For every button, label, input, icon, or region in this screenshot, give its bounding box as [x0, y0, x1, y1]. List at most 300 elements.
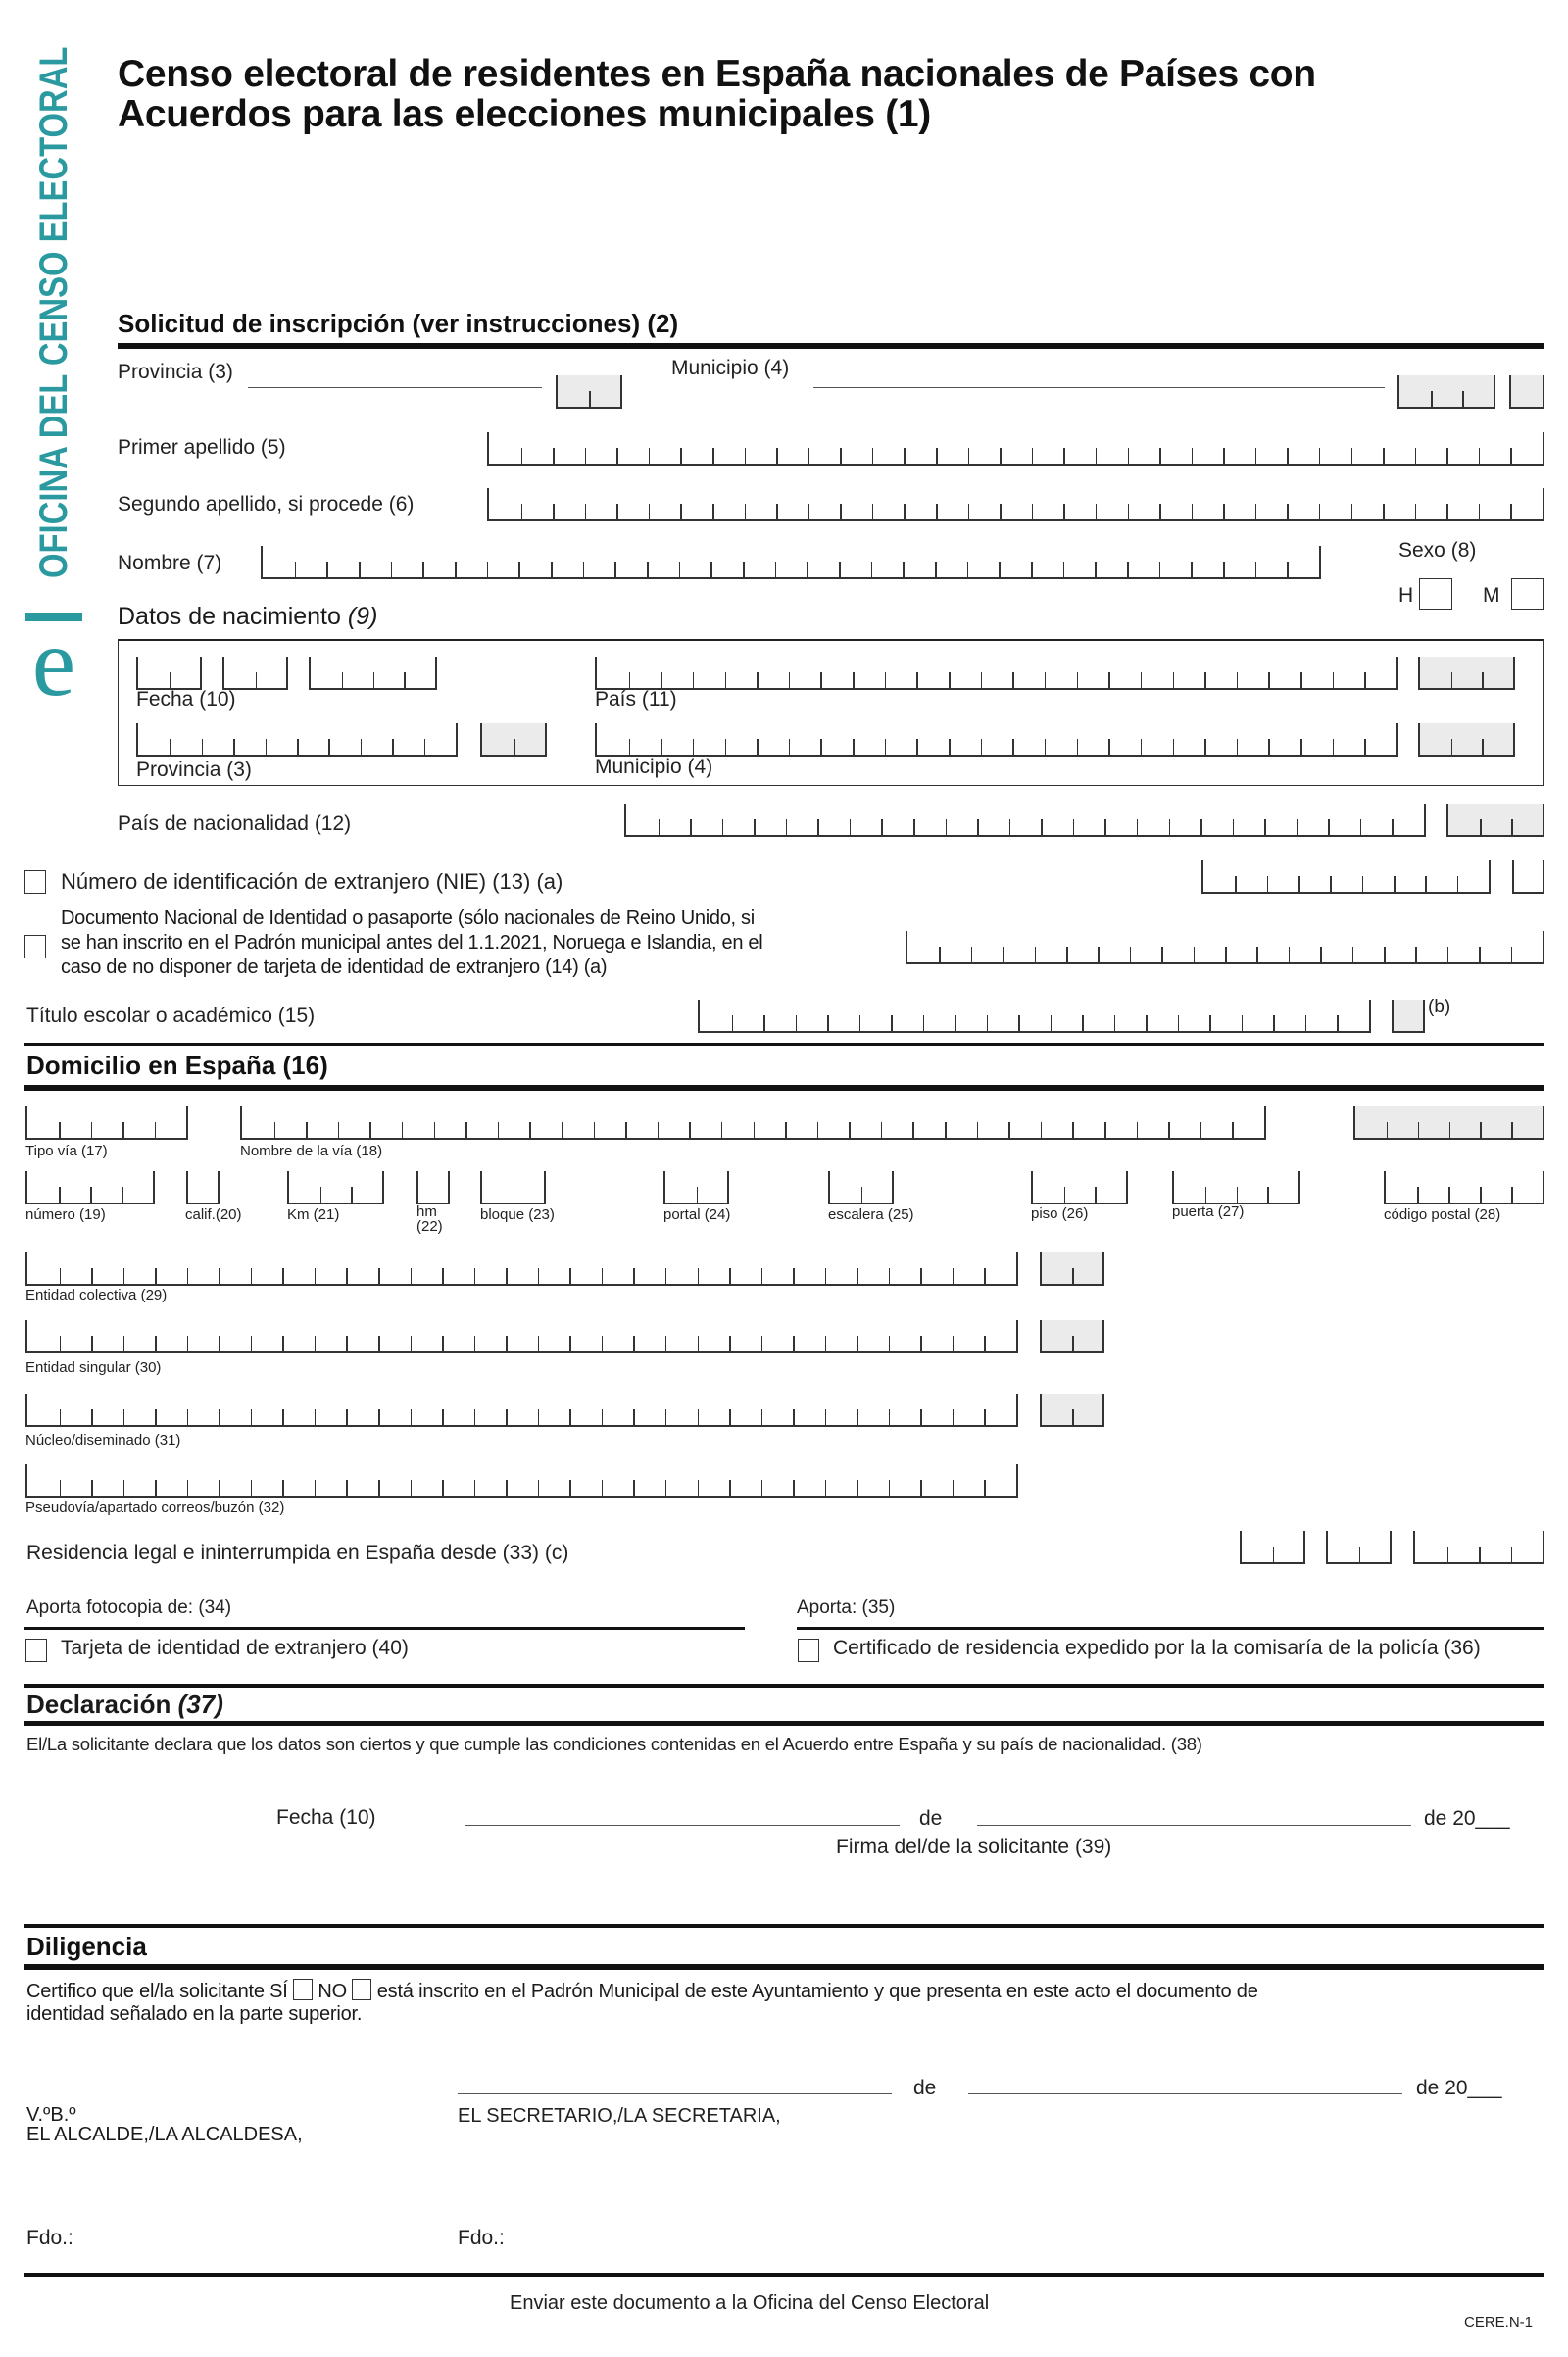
label-nucleo: Núcleo/diseminado (31) [25, 1432, 181, 1449]
label-sexo: Sexo (8) [1398, 539, 1477, 562]
fecha-anio-field[interactable] [309, 657, 437, 690]
label-nie: Número de identificación de extranjero (NIE) (13) (a) [61, 869, 564, 894]
municipio-code-field[interactable] [1397, 375, 1495, 409]
cell-divider [1242, 1015, 1244, 1031]
label-pais-nacimiento: País (11) [595, 688, 677, 711]
diligencia-de: de [913, 2077, 937, 2099]
cell-divider [1298, 876, 1300, 892]
cell-divider [474, 1336, 476, 1351]
cell-divider [665, 1336, 667, 1351]
cell-divider [369, 1122, 371, 1138]
cell-divider [859, 1015, 861, 1031]
cell-divider [1264, 819, 1266, 835]
municipio-nacimiento-field[interactable] [595, 723, 1398, 757]
diligencia-de-20: de 20___ [1416, 2077, 1502, 2099]
cell-divider [411, 1409, 413, 1425]
cell-divider [1235, 876, 1237, 892]
office-side-text: OFICINA DEL CENSO ELECTORAL [32, 46, 75, 579]
cell-divider [1359, 1547, 1361, 1562]
cell-divider [793, 1336, 795, 1351]
numero-field[interactable] [25, 1171, 155, 1204]
entidad-colectiva-field[interactable] [25, 1252, 1018, 1286]
fecha-dia-field[interactable] [136, 657, 202, 690]
cell-divider [602, 1268, 604, 1284]
cell-divider [871, 562, 873, 577]
label-piso: piso (26) [1031, 1205, 1089, 1222]
cell-divider [949, 672, 951, 688]
nie-field[interactable] [1201, 860, 1491, 894]
cell-divider [857, 1480, 858, 1496]
cell-divider [1095, 1187, 1097, 1203]
cell-divider [170, 739, 172, 755]
cell-divider [59, 1187, 61, 1203]
cell-divider [1200, 819, 1202, 835]
cell-divider [1447, 947, 1449, 962]
cell-divider [1073, 819, 1075, 835]
cell-divider [1511, 1187, 1513, 1203]
provincia-code-field[interactable] [556, 375, 622, 409]
cell-divider [1383, 504, 1385, 519]
cell-divider [442, 1480, 444, 1496]
titulo-note: (b) [1428, 997, 1451, 1017]
km-field[interactable] [287, 1171, 384, 1204]
cell-divider [946, 819, 948, 835]
cell-divider [1168, 1122, 1170, 1138]
cell-divider [315, 1268, 317, 1284]
provincia-nacimiento-code-field[interactable] [480, 723, 547, 757]
footer-send-text: Enviar este documento a la Oficina del Censo Electoral [510, 2292, 990, 2314]
cell-divider [984, 1268, 986, 1284]
cell-divider [1082, 1015, 1084, 1031]
section-title-declaracion [26, 1690, 223, 1720]
cell-divider [538, 1409, 540, 1425]
nie-letter-field[interactable] [1512, 860, 1544, 894]
cell-divider [745, 504, 747, 519]
cell-divider [923, 1015, 925, 1031]
cell-divider [861, 1187, 863, 1203]
dni-field[interactable] [906, 931, 1544, 964]
cell-divider [455, 562, 457, 577]
cell-divider [1300, 672, 1302, 688]
cell-divider [757, 672, 759, 688]
cell-divider [256, 672, 258, 688]
secretario-label: EL SECRETARIO,/LA SECRETARIA, [458, 2105, 781, 2127]
no-checkbox[interactable] [352, 1979, 371, 2000]
residencia-mes-field[interactable] [1326, 1531, 1392, 1564]
label-sexo-h: H [1398, 584, 1414, 607]
cell-divider [1482, 739, 1484, 755]
via-code-field[interactable] [1353, 1106, 1544, 1140]
cell-divider [266, 739, 268, 755]
cell-divider [1237, 739, 1239, 755]
cell-divider [725, 739, 727, 755]
cell-divider [820, 672, 822, 688]
cell-divider [725, 672, 727, 688]
cell-divider [825, 1409, 827, 1425]
cell-divider [514, 739, 515, 755]
cell-divider [1104, 819, 1106, 835]
nie-checkbox[interactable] [24, 870, 46, 894]
cell-divider [518, 562, 520, 577]
cell-divider [91, 1480, 93, 1496]
cell-divider [411, 1336, 413, 1351]
nucleo-code-field[interactable] [1040, 1394, 1104, 1427]
cell-divider [722, 819, 724, 835]
label-escalera: escalera (25) [828, 1206, 914, 1223]
section-rule [24, 1684, 1544, 1688]
cell-divider [920, 1336, 922, 1351]
diligencia-text-a: Certifico que el/la solicitante SÍ [26, 1981, 288, 2002]
tarjeta-checkbox[interactable] [25, 1639, 47, 1662]
cell-divider [1192, 448, 1194, 464]
cell-divider [761, 1268, 763, 1284]
label-calif: calif.(20) [185, 1206, 242, 1223]
portal-field[interactable] [663, 1171, 729, 1204]
pais-nacionalidad-code-field[interactable] [1446, 804, 1544, 837]
cell-divider [1127, 562, 1129, 577]
diligencia-dia-line[interactable] [458, 2093, 892, 2094]
cell-divider [629, 672, 631, 688]
cell-divider [60, 1480, 62, 1496]
cell-divider [1384, 947, 1386, 962]
cell-divider [1287, 562, 1289, 577]
cell-divider [1128, 504, 1130, 519]
cell-divider [402, 1122, 404, 1138]
municipio-check-field[interactable] [1509, 375, 1544, 409]
cell-divider [1009, 819, 1011, 835]
cell-divider [123, 1268, 125, 1284]
section-title-solicitud: Solicitud de inscripción (ver instrucciones) (2) [118, 309, 679, 338]
section-title-domicilio: Domicilio en España (16) [26, 1051, 328, 1080]
cell-divider [945, 1122, 947, 1138]
cell-divider [1159, 448, 1161, 464]
cell-divider [1297, 819, 1298, 835]
cell-divider [698, 1409, 700, 1425]
section-rule [24, 1924, 1544, 1928]
label-aporta: Aporta: (35) [797, 1597, 896, 1618]
cell-divider [1072, 1409, 1074, 1425]
cell-divider [1511, 947, 1513, 962]
segundo-apellido-field[interactable] [487, 488, 1544, 521]
page-title-line2: Acuerdos para las elecciones municipales (1) [118, 93, 931, 135]
cell-divider [1232, 1122, 1234, 1138]
cell-divider [817, 1122, 819, 1138]
cell-divider [60, 1268, 62, 1284]
cell-divider [1077, 739, 1079, 755]
cell-divider [1108, 739, 1110, 755]
page-title-line1: Censo electoral de residentes en España nacionales de Países con [118, 53, 1316, 95]
cell-divider [665, 1268, 667, 1284]
label-provincia-nacimiento: Provincia (3) [136, 759, 252, 781]
cell-divider [155, 1480, 157, 1496]
cell-divider [1012, 672, 1014, 688]
cell-divider [569, 1409, 571, 1425]
nacimiento-title-num: (9) [347, 603, 378, 630]
cell-divider [359, 562, 361, 577]
cell-divider [1511, 1547, 1513, 1562]
cell-divider [315, 1336, 317, 1351]
cell-divider [1479, 448, 1481, 464]
cell-divider [977, 819, 979, 835]
cell-divider [616, 448, 618, 464]
cell-divider [904, 504, 906, 519]
cell-divider [1209, 1015, 1211, 1031]
certificado-checkbox[interactable] [798, 1639, 819, 1662]
section-rule [24, 1964, 1544, 1970]
cell-divider [939, 947, 941, 962]
cell-divider [474, 1409, 476, 1425]
cell-divider [1159, 562, 1161, 577]
cell-divider [1141, 739, 1143, 755]
cell-divider [967, 562, 969, 577]
nucleo-field[interactable] [25, 1394, 1018, 1427]
cell-divider [251, 1480, 253, 1496]
cell-divider [569, 1336, 571, 1351]
label-primer-apellido: Primer apellido (5) [118, 436, 286, 459]
cell-divider [1267, 1187, 1269, 1203]
cell-divider [872, 448, 874, 464]
escalera-field[interactable] [828, 1171, 894, 1204]
cell-divider [1351, 448, 1353, 464]
cell-divider [474, 1268, 476, 1284]
residencia-dia-field[interactable] [1240, 1531, 1305, 1564]
municipio-nacimiento-code-field[interactable] [1418, 723, 1515, 757]
cell-divider [761, 1336, 763, 1351]
codigo-postal-field[interactable] [1384, 1171, 1544, 1204]
cell-divider [710, 562, 712, 577]
label-entidad-colectiva: Entidad colectiva (29) [25, 1287, 168, 1303]
cell-divider [920, 1480, 922, 1496]
aporta-rule [797, 1627, 1544, 1630]
hm-field[interactable] [416, 1171, 450, 1204]
cell-divider [1045, 672, 1047, 688]
titulo-field[interactable] [698, 1000, 1371, 1033]
label-tipo-via: Tipo vía (17) [25, 1143, 108, 1159]
cell-divider [849, 1122, 851, 1138]
cell-divider [661, 672, 662, 688]
cell-divider [1287, 504, 1289, 519]
cell-divider [1077, 672, 1079, 688]
cell-divider [521, 448, 523, 464]
cell-divider [1480, 1122, 1482, 1138]
label-firma-solicitante: Firma del/de la solicitante (39) [836, 1836, 1112, 1858]
cell-divider [1137, 1122, 1139, 1138]
cell-divider [697, 1187, 699, 1203]
label-fecha-declaracion: Fecha (10) [276, 1806, 376, 1829]
label-hm-line2: (22) [416, 1218, 443, 1235]
cell-divider [698, 1336, 700, 1351]
cell-divider [786, 819, 788, 835]
pais-nacimiento-code-field[interactable] [1418, 657, 1515, 690]
cell-divider [1169, 819, 1171, 835]
cell-divider [984, 1480, 986, 1496]
sexo-h-checkbox[interactable] [1419, 578, 1452, 610]
nombre-via-field[interactable] [240, 1106, 1266, 1140]
cell-divider [219, 1336, 220, 1351]
cell-divider [820, 739, 822, 755]
cell-divider [123, 1336, 125, 1351]
calif-field[interactable] [186, 1171, 220, 1204]
cell-divider [90, 1187, 92, 1203]
provincia-nacimiento-field[interactable] [136, 723, 458, 757]
cell-divider [1003, 947, 1004, 962]
cell-divider [1328, 819, 1330, 835]
titulo-code-field[interactable] [1392, 1000, 1425, 1033]
cell-divider [1268, 739, 1270, 755]
declaracion-title: Declaración [26, 1690, 172, 1719]
cell-divider [538, 1480, 540, 1496]
cell-divider [1008, 1122, 1010, 1138]
cell-divider [434, 1122, 436, 1138]
cell-divider [1333, 672, 1335, 688]
declaracion-de: de [919, 1807, 943, 1830]
cell-divider [920, 1409, 922, 1425]
cell-divider [498, 1122, 500, 1138]
page-title [118, 54, 1316, 134]
pais-nacimiento-field[interactable] [595, 657, 1398, 690]
cell-divider [1237, 1187, 1239, 1203]
cell-divider [1096, 448, 1098, 464]
cell-divider [1267, 876, 1269, 892]
cell-divider [1223, 562, 1225, 577]
tipo-via-field[interactable] [25, 1106, 188, 1140]
cell-divider [1451, 672, 1453, 688]
cell-divider [529, 1122, 531, 1138]
pais-nacionalidad-field[interactable] [624, 804, 1426, 837]
cell-divider [1173, 739, 1175, 755]
cell-divider [1178, 1015, 1180, 1031]
bloque-field[interactable] [480, 1171, 546, 1204]
cell-divider [326, 562, 328, 577]
puerta-field[interactable] [1172, 1171, 1300, 1204]
cell-divider [553, 504, 555, 519]
entidad-singular-code-field[interactable] [1040, 1320, 1104, 1353]
cell-divider [857, 1409, 858, 1425]
municipio-field[interactable] [813, 387, 1385, 388]
cell-divider [949, 739, 951, 755]
cell-divider [411, 1268, 413, 1284]
cell-divider [351, 1187, 353, 1203]
fecha-mes-field[interactable] [222, 657, 288, 690]
cell-divider [1192, 504, 1194, 519]
cell-divider [411, 1480, 413, 1496]
cell-divider [649, 504, 651, 519]
piso-field[interactable] [1031, 1171, 1128, 1204]
cell-divider [346, 1480, 348, 1496]
cell-divider [785, 1122, 787, 1138]
cell-divider [1204, 672, 1206, 688]
fecha-mes-line[interactable] [977, 1825, 1411, 1826]
pseudovia-field[interactable] [25, 1464, 1018, 1498]
cell-divider [306, 1122, 308, 1138]
label-codigo-postal: código postal (28) [1384, 1206, 1501, 1223]
cell-divider [1457, 876, 1459, 892]
cell-divider [1161, 947, 1163, 962]
cell-divider [91, 1336, 93, 1351]
cell-divider [1320, 947, 1322, 962]
cell-divider [1510, 504, 1512, 519]
fecha-dia-line[interactable] [466, 1825, 900, 1826]
cell-divider [1108, 672, 1110, 688]
cell-divider [1128, 448, 1130, 464]
cell-divider [1360, 819, 1362, 835]
cell-divider [712, 504, 714, 519]
cell-divider [698, 1268, 700, 1284]
cell-divider [155, 1122, 157, 1138]
declaracion-de-20: de 20___ [1424, 1807, 1510, 1830]
cell-divider [1035, 947, 1037, 962]
cell-divider [594, 1122, 596, 1138]
label-dni-line2: se han inscrito en el Padrón municipal antes del 1.1.2021, Noruega e Islandia, en el [61, 932, 763, 954]
cell-divider [1104, 1122, 1106, 1138]
cell-divider [658, 1122, 660, 1138]
cell-divider [693, 672, 695, 688]
sexo-m-checkbox[interactable] [1511, 578, 1544, 610]
cell-divider [297, 739, 299, 755]
cell-divider [793, 1268, 795, 1284]
cell-divider [466, 1122, 467, 1138]
cell-divider [219, 1268, 220, 1284]
primer-apellido-field[interactable] [487, 432, 1544, 466]
entidad-colectiva-code-field[interactable] [1040, 1252, 1104, 1286]
cell-divider [506, 1268, 508, 1284]
nombre-field[interactable] [261, 546, 1321, 579]
cell-divider [378, 1409, 380, 1425]
cell-divider [583, 562, 585, 577]
cell-divider [251, 1336, 253, 1351]
residencia-anio-field[interactable] [1413, 1531, 1544, 1564]
cell-divider [1032, 504, 1034, 519]
label-certificado: Certificado de residencia expedido por la la comisaría de la policía (36) [833, 1637, 1481, 1659]
cell-divider [1383, 448, 1385, 464]
diligencia-text-b: está inscrito en el Padrón Municipal de este Ayuntamiento y que presenta en este acto el documento de [376, 1981, 1258, 2002]
cell-divider [936, 448, 938, 464]
cell-divider [1448, 1187, 1450, 1203]
cell-divider [91, 1122, 93, 1138]
cell-divider [614, 562, 616, 577]
cell-divider [123, 1480, 125, 1496]
cell-divider [569, 1268, 571, 1284]
diligencia-no-label: NO [318, 1981, 347, 2002]
cell-divider [122, 1122, 124, 1138]
cell-divider [1268, 672, 1270, 688]
cell-divider [953, 1268, 955, 1284]
cell-divider [953, 1480, 955, 1496]
si-checkbox[interactable] [293, 1979, 313, 2000]
cell-divider [91, 1409, 93, 1425]
cell-divider [732, 1015, 734, 1031]
entidad-singular-field[interactable] [25, 1320, 1018, 1353]
cell-divider [538, 1268, 540, 1284]
cell-divider [1066, 947, 1068, 962]
provincia-field[interactable] [248, 387, 542, 388]
cell-divider [881, 1122, 883, 1138]
diligencia-mes-line[interactable] [968, 2093, 1402, 2094]
cell-divider [1141, 672, 1143, 688]
cell-divider [315, 1409, 317, 1425]
cell-divider [913, 819, 915, 835]
cell-divider [514, 1187, 515, 1203]
cell-divider [984, 1409, 986, 1425]
cell-divider [274, 1122, 276, 1138]
label-fecha-nacimiento: Fecha (10) [136, 688, 236, 711]
cell-divider [1319, 448, 1321, 464]
cell-divider [361, 739, 363, 755]
cell-divider [562, 1122, 564, 1138]
dni-checkbox[interactable] [24, 935, 46, 958]
cell-divider [729, 1480, 731, 1496]
label-puerta: puerta (27) [1172, 1203, 1245, 1220]
